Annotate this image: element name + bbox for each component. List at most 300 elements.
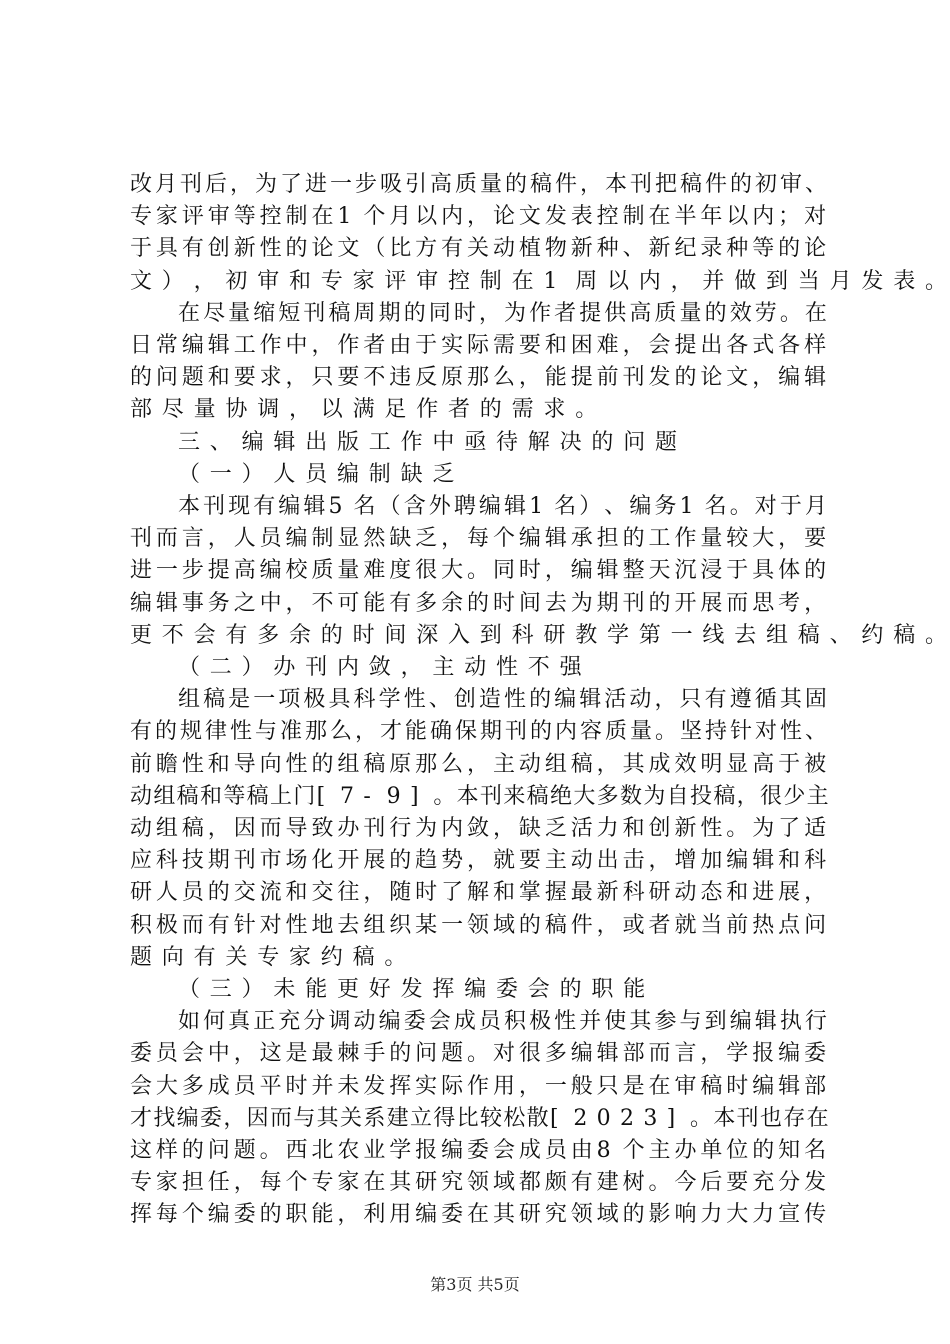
text-char: 性 xyxy=(554,1009,577,1035)
text-char: 场 xyxy=(285,848,308,874)
text-char: ， xyxy=(580,172,603,197)
text-char: 委 xyxy=(804,1041,827,1067)
text-char: 更 xyxy=(337,977,360,1002)
text-char: 稿 xyxy=(797,622,820,648)
text-char: 的 xyxy=(259,1202,282,1228)
text-char: 专 xyxy=(130,1170,153,1196)
text-char: 建 xyxy=(596,1170,619,1196)
text-char: 时 xyxy=(352,622,375,648)
text-char: 自 xyxy=(666,783,689,809)
text-char: 编 xyxy=(278,494,301,519)
text-char: 制 xyxy=(285,204,308,230)
text-char: 而 xyxy=(270,1105,293,1131)
text-char: ， xyxy=(478,300,501,326)
text-char: 力 xyxy=(700,1202,723,1228)
text-line xyxy=(0,653,950,683)
text-char: 编 xyxy=(241,429,264,455)
text-char: 表 xyxy=(570,204,593,230)
text-char: 编 xyxy=(464,977,487,1002)
text-char: 会 xyxy=(181,1041,204,1067)
text-char: 棘 xyxy=(337,1041,360,1067)
text-char: 把 xyxy=(655,172,678,197)
text-char: 期 xyxy=(378,300,401,326)
text-char: 植 xyxy=(518,236,541,262)
text-char: 为 xyxy=(504,300,527,326)
text-char: 好 xyxy=(368,977,391,1002)
text-char: 之 xyxy=(233,590,256,616)
text-char: 一 xyxy=(670,622,693,648)
text-char: 往 xyxy=(337,880,360,906)
text-char: 约 xyxy=(861,622,884,648)
text-char: 辑 xyxy=(155,590,178,616)
text-char: 作 xyxy=(674,526,697,552)
text-char: 务 xyxy=(207,590,230,616)
text-char: 去 xyxy=(734,622,757,648)
text-char: 辑 xyxy=(273,429,296,455)
text-char: 地 xyxy=(311,912,334,938)
text-char: 系 xyxy=(363,1105,386,1131)
text-char: 内 xyxy=(555,719,578,745)
text-char: 专 xyxy=(130,204,153,230)
text-char: 这 xyxy=(130,1138,153,1163)
text-char: 研 xyxy=(130,880,153,906)
text-char: 各 xyxy=(778,333,801,358)
text-char: 领 xyxy=(467,912,490,938)
text-char: 么 xyxy=(492,365,515,391)
text-char: 业 xyxy=(363,1138,386,1163)
text-char: 因 xyxy=(246,1105,269,1131)
text-char: 多 xyxy=(257,622,280,648)
text-char: 的 xyxy=(730,172,753,197)
text-char: ， xyxy=(736,783,759,809)
text-char: 人 xyxy=(273,461,296,487)
text-char: 教 xyxy=(575,622,598,648)
text-char: 学 xyxy=(607,622,630,648)
text-char: 质 xyxy=(311,558,334,584)
text-char: 多 xyxy=(544,1041,567,1067)
text-char: 利 xyxy=(363,1202,386,1228)
text-char: 的 xyxy=(530,719,553,745)
text-char: 与 xyxy=(679,1009,702,1035)
text-char: 。 xyxy=(925,268,948,294)
text-char: 新 xyxy=(570,236,593,262)
text-char: ， xyxy=(518,365,541,391)
text-char: 人 xyxy=(155,880,178,906)
text-char: 行 xyxy=(804,1009,827,1035)
text-char: 实 xyxy=(415,1073,438,1099)
text-char: 版 xyxy=(337,429,360,455)
text-char: 月 xyxy=(829,268,852,294)
text-char: 1 xyxy=(337,204,352,230)
text-char: 调 xyxy=(257,397,280,423)
text-char: 1 xyxy=(679,494,694,519)
text-char: 编 xyxy=(285,526,308,552)
text-char: 应 xyxy=(130,848,153,874)
text-char: 北 xyxy=(311,1138,334,1163)
text-char: 部 xyxy=(804,1073,827,1099)
text-char: 更 xyxy=(130,622,153,648)
text-char: 活 xyxy=(604,687,627,713)
text-char: 作 xyxy=(416,397,439,423)
text-char: 农 xyxy=(337,1138,360,1163)
text-char: 性 xyxy=(285,912,308,938)
text-char: 供 xyxy=(604,300,627,326)
text-char: 刊 xyxy=(480,783,503,809)
text-char: 刊 xyxy=(233,848,256,874)
text-char: 辑 xyxy=(544,526,567,552)
text-char: 编 xyxy=(778,1041,801,1067)
text-char: 适 xyxy=(804,816,827,841)
text-char: 确 xyxy=(430,719,453,745)
text-char: 发 xyxy=(544,204,567,230)
text-char: 在 xyxy=(467,1202,490,1228)
text-char: 得 xyxy=(433,1105,456,1131)
text-char: 有 xyxy=(441,236,464,262)
text-char: 审 xyxy=(207,204,230,230)
text-char: 关 xyxy=(225,944,248,970)
text-char: ； xyxy=(778,204,801,230)
text-char: ， xyxy=(778,526,801,552)
text-char: 导 xyxy=(233,751,256,777)
text-char: 只 xyxy=(596,1073,619,1099)
text-char: 散 xyxy=(526,1105,549,1131)
text-char: 名 xyxy=(353,494,376,519)
text-char: 与 xyxy=(293,1105,316,1131)
text-char: 加 xyxy=(700,848,723,874)
text-char: ， xyxy=(233,1041,256,1067)
text-char: 员 xyxy=(155,1041,178,1067)
text-char: 月 xyxy=(389,204,412,230)
text-char: 时 xyxy=(285,1073,308,1099)
text-line xyxy=(0,331,950,361)
text-char: 其 xyxy=(492,1202,515,1228)
text-char: 内 xyxy=(441,816,464,841)
text-char: 向 xyxy=(161,944,184,970)
text-char: 题 xyxy=(233,1138,256,1163)
text-char: 要 xyxy=(337,365,360,391)
text-char: 辑 xyxy=(303,494,326,519)
text-char: 每 xyxy=(155,1202,178,1228)
text-char: （ xyxy=(178,461,201,487)
text-char: 稿 xyxy=(176,783,199,809)
text-char: 编 xyxy=(441,1138,464,1163)
text-char: 。 xyxy=(655,719,678,745)
text-char: 使 xyxy=(604,1009,627,1035)
text-char: 很 xyxy=(518,1041,541,1067)
text-char: 审 xyxy=(416,268,439,294)
text-line xyxy=(0,814,950,844)
text-char: ， xyxy=(467,204,490,230)
text-char: 了 xyxy=(778,816,801,841)
text-char: 文 xyxy=(726,365,749,391)
text-char: 会 xyxy=(130,1073,153,1099)
text-char: 的 xyxy=(467,590,490,616)
text-char: 高 xyxy=(233,558,256,584)
text-char: 问 xyxy=(804,912,827,938)
text-char: 缺 xyxy=(400,461,423,487)
text-line xyxy=(0,460,950,490)
text-char: 稿 xyxy=(893,622,916,648)
text-char: 于 xyxy=(778,751,801,777)
text-char: 比 xyxy=(389,236,412,262)
text-char: ， xyxy=(285,590,308,616)
text-char: 内 xyxy=(638,268,661,294)
text-char: 控 xyxy=(448,268,471,294)
text-char: 聘 xyxy=(453,494,476,519)
text-char: 性 xyxy=(403,687,426,713)
text-char: 的 xyxy=(752,1138,775,1163)
text-char: 委 xyxy=(496,977,519,1002)
text-line xyxy=(0,267,950,297)
text-char: 有 xyxy=(181,236,204,262)
text-line xyxy=(0,363,950,393)
text-char: 稿 xyxy=(181,816,204,841)
text-char: 稿 xyxy=(203,687,226,713)
text-char: 乏 xyxy=(544,816,567,841)
page-footer xyxy=(0,1275,950,1295)
text-char: 的 xyxy=(155,719,178,745)
text-char: 般 xyxy=(570,1073,593,1099)
text-char: 控 xyxy=(259,204,282,230)
text-char: 宣 xyxy=(778,1202,801,1228)
text-char: 市 xyxy=(259,848,282,874)
text-char: 言 xyxy=(674,1041,697,1067)
text-char: 出 xyxy=(700,333,723,358)
text-line xyxy=(0,1136,950,1166)
text-char: 那 xyxy=(305,719,328,745)
text-char: 担 xyxy=(181,1170,204,1196)
text-char: 半 xyxy=(674,204,697,230)
text-char: 期 xyxy=(207,848,230,874)
text-char: 量 xyxy=(337,558,360,584)
text-char: 也 xyxy=(760,1105,783,1131)
text-char: 编 xyxy=(752,1073,775,1099)
text-char: 初 xyxy=(225,268,248,294)
text-char: 发 xyxy=(804,1170,827,1196)
text-char: 委 xyxy=(130,1041,153,1067)
text-char: 多 xyxy=(415,590,438,616)
text-char: 具 xyxy=(155,236,178,262)
text-char: 领 xyxy=(570,1202,593,1228)
text-char: 容 xyxy=(580,719,603,745)
text-char: 题 xyxy=(441,1041,464,1067)
text-line xyxy=(0,524,950,554)
text-char: 刊 xyxy=(736,1105,759,1131)
text-char: 高 xyxy=(430,172,453,197)
text-char: 未 xyxy=(273,977,296,1002)
text-char: 的 xyxy=(403,300,426,326)
text-char: 个 xyxy=(285,1170,308,1196)
text-char: 向 xyxy=(259,751,282,777)
text-char: ， xyxy=(289,397,312,423)
text-char: 组 xyxy=(178,687,201,713)
text-char: 原 xyxy=(441,365,464,391)
text-char: 短 xyxy=(278,300,301,326)
text-char: 的 xyxy=(207,880,230,906)
text-char: 或 xyxy=(622,912,645,938)
text-char: 律 xyxy=(205,719,228,745)
text-char: 的 xyxy=(181,1138,204,1163)
text-char: 那 xyxy=(467,365,490,391)
text-char: 改 xyxy=(130,172,153,197)
text-char: 7 xyxy=(340,783,354,809)
text-char: 要 xyxy=(233,365,256,391)
text-char: 深 xyxy=(416,622,439,648)
text-char: 刊 xyxy=(305,655,328,680)
text-char: 稿 xyxy=(328,300,351,326)
text-char: 方 xyxy=(415,236,438,262)
text-char: 违 xyxy=(389,365,412,391)
text-char: 性 xyxy=(181,751,204,777)
text-char: 极 xyxy=(303,687,326,713)
text-char: 者 xyxy=(554,300,577,326)
text-char: 的 xyxy=(704,300,727,326)
text-char: ， xyxy=(804,880,827,906)
text-char: 性 xyxy=(504,687,527,713)
text-char: 、 xyxy=(622,236,645,262)
text-char: 编 xyxy=(259,558,282,584)
text-char: 一 xyxy=(544,1073,567,1099)
text-char: 量 xyxy=(630,719,653,745)
text-char: 各 xyxy=(726,333,749,358)
text-char: 如 xyxy=(178,1009,201,1035)
text-char: 主 xyxy=(806,783,829,809)
text-char: 个 xyxy=(363,204,386,230)
text-char: ， xyxy=(596,912,619,938)
text-char: 编 xyxy=(130,590,153,616)
text-char: 整 xyxy=(622,558,645,584)
text-char: 缩 xyxy=(253,300,276,326)
text-char: 树 xyxy=(622,1170,645,1196)
text-char: 月 xyxy=(804,494,827,519)
text-char: 乏 xyxy=(432,461,455,487)
text-char: 稿 xyxy=(352,944,375,970)
text-char: 有 xyxy=(253,494,276,519)
text-char: 用 xyxy=(492,1073,515,1099)
text-char: ， xyxy=(363,880,386,906)
text-char: 0 xyxy=(596,1105,611,1131)
text-char: 约 xyxy=(320,944,343,970)
text-char: 对 xyxy=(804,204,827,230)
text-char: 的 xyxy=(285,236,308,262)
text-line xyxy=(0,943,950,973)
text-char: 动 xyxy=(353,1009,376,1035)
text-char: 展 xyxy=(778,880,801,906)
text-char: 其 xyxy=(316,1105,339,1131)
text-char: 录 xyxy=(700,236,723,262)
text-char: 调 xyxy=(328,1009,351,1035)
text-char: 于 xyxy=(726,558,749,584)
text-char: [ xyxy=(550,1105,559,1131)
text-char: 编 xyxy=(518,526,541,552)
text-char: 具 xyxy=(752,558,775,584)
text-char: 松 xyxy=(503,1105,526,1131)
text-char: 了 xyxy=(441,880,464,906)
text-char: （ xyxy=(178,655,201,680)
text-char: 组 xyxy=(766,622,789,648)
text-char: 科 xyxy=(622,880,645,906)
text-char: 间 xyxy=(518,590,541,616)
text-char: 和 xyxy=(492,880,515,906)
text-char: 。 xyxy=(467,558,490,584)
text-char: 编 xyxy=(415,1202,438,1228)
text-char: 有 xyxy=(704,687,727,713)
text-char: 为 xyxy=(570,590,593,616)
text-char: 有 xyxy=(225,622,248,648)
text-char: 一 xyxy=(330,172,353,197)
text-char: 的 xyxy=(529,687,552,713)
text-char: 专 xyxy=(311,1170,334,1196)
text-char: 要 xyxy=(518,848,541,874)
text-char: 为 xyxy=(255,172,278,197)
text-char: 而 xyxy=(155,526,178,552)
text-char: 中 xyxy=(259,590,282,616)
text-char: 有 xyxy=(389,590,412,616)
text-char: 一 xyxy=(441,912,464,938)
text-char: ， xyxy=(337,1202,360,1228)
text-char: 研 xyxy=(518,1202,541,1228)
text-char: 2 xyxy=(573,1105,588,1131)
text-char: 月 xyxy=(155,172,178,197)
text-char: 于 xyxy=(415,333,438,358)
text-char: 工 xyxy=(648,526,671,552)
text-char: 辑 xyxy=(207,333,230,358)
text-char: 等 xyxy=(752,236,775,262)
text-char: ， xyxy=(596,751,619,777)
text-char: 员 xyxy=(181,880,204,906)
text-char: 积 xyxy=(504,1009,527,1035)
text-char: 量 xyxy=(480,172,503,197)
text-char: 作 xyxy=(337,333,360,358)
text-char: 办 xyxy=(674,1138,697,1163)
text-char: 流 xyxy=(259,880,282,906)
text-char: ] xyxy=(410,783,419,809)
text-char: 学 xyxy=(389,1138,412,1163)
text-char: 缺 xyxy=(389,526,412,552)
text-char: ， xyxy=(670,268,693,294)
text-char: 稿 xyxy=(713,783,736,809)
text-char: 刊 xyxy=(622,590,645,616)
text-char: ， xyxy=(233,1170,256,1196)
text-char: 被 xyxy=(804,751,827,777)
text-char: 需 xyxy=(511,397,534,423)
text-char: 准 xyxy=(280,719,303,745)
text-char: 种 xyxy=(596,236,619,262)
text-char: 数 xyxy=(620,783,643,809)
text-char: 含 xyxy=(403,494,426,519)
text-char: 开 xyxy=(674,590,697,616)
text-char: 者 xyxy=(648,912,671,938)
text-char: 新 xyxy=(596,880,619,906)
text-char: 需 xyxy=(492,333,515,358)
text-char: 辑 xyxy=(754,1009,777,1035)
text-char: 实 xyxy=(441,333,464,358)
text-line xyxy=(0,202,950,232)
text-char: 名 xyxy=(804,1138,827,1163)
text-char: 因 xyxy=(233,816,256,841)
text-char: 性 xyxy=(285,751,308,777)
text-char: 。 xyxy=(925,622,948,648)
text-char: 掌 xyxy=(518,880,541,906)
text-char: 知 xyxy=(778,1138,801,1163)
text-char: 么 xyxy=(330,719,353,745)
text-char: 有 xyxy=(207,912,230,938)
text-char: ， xyxy=(804,590,827,616)
text-char: 内 xyxy=(337,655,360,680)
text-char: 其 xyxy=(622,751,645,777)
text-char: 到 xyxy=(479,622,502,648)
text-char: 稿 xyxy=(700,1073,723,1099)
